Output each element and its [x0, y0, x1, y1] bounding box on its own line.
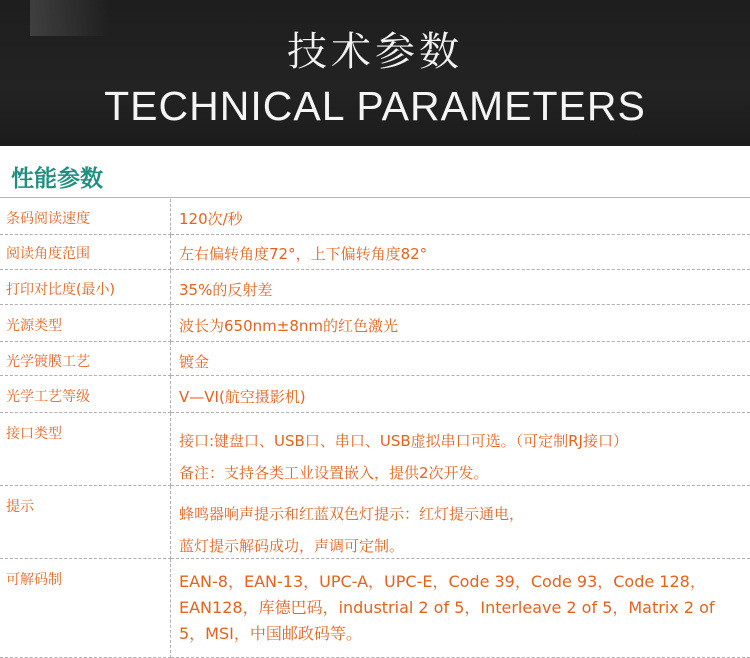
table-row [0, 376, 750, 413]
section-title: 性能参数 [11, 160, 103, 193]
table-row [0, 270, 750, 305]
prompt-line: 蜂鸣器响声提示和红蓝双色灯提示：红灯提示通电， [179, 494, 750, 526]
interface-line: 接口:键盘口、USB口、串口、USB虚拟串口可选。（可定制RJ接口） [179, 421, 750, 453]
param-label: 光学工艺等级 [0, 376, 171, 413]
section-divider [0, 197, 750, 198]
table-row [0, 199, 750, 235]
param-label: 可解码制 [0, 559, 171, 658]
param-value: 波长为650nm±8nm的红色激光 [171, 305, 750, 342]
banner-title-cn: 技术参数 [0, 20, 750, 77]
table-row [0, 342, 750, 376]
remark-line: 备注：支持各类工业设置嵌入，提供2次开发。 [179, 453, 750, 485]
param-value: 左右偏转角度72°，上下偏转角度82° [171, 235, 750, 270]
table-row [0, 486, 750, 559]
table-row [0, 235, 750, 270]
header-banner [0, 0, 750, 146]
param-label: 提示 [0, 486, 171, 559]
param-label: 阅读角度范围 [0, 235, 171, 270]
param-label: 光学镀膜工艺 [0, 342, 171, 376]
param-label: 接口类型 [0, 413, 171, 486]
param-label: 打印对比度(最小) [0, 270, 171, 305]
param-label: 条码阅读速度 [0, 199, 171, 235]
parameters-table [0, 199, 750, 658]
param-value: EAN-8，EAN-13，UPC-A，UPC-E，Code 39，Code 93，Code 128，EAN128，库德巴码，industrial 2 of 5，Interleave 2 of 5，Matrix 2 of 5，MSI，中国邮政码等。 [171, 559, 750, 658]
param-value: 35%的反射差 [171, 270, 750, 305]
param-value [171, 486, 750, 559]
param-value: 120次/秒 [171, 199, 750, 235]
table-row [0, 559, 750, 658]
param-value: V—VI(航空摄影机) [171, 376, 750, 413]
param-value [171, 413, 750, 486]
banner-title-en: TECHNICAL PARAMETERS [0, 83, 750, 130]
prompt-line: 蓝灯提示解码成功，声调可定制。 [179, 526, 750, 558]
table-row [0, 413, 750, 486]
table-row [0, 305, 750, 342]
param-value: 镀金 [171, 342, 750, 376]
param-label: 光源类型 [0, 305, 171, 342]
